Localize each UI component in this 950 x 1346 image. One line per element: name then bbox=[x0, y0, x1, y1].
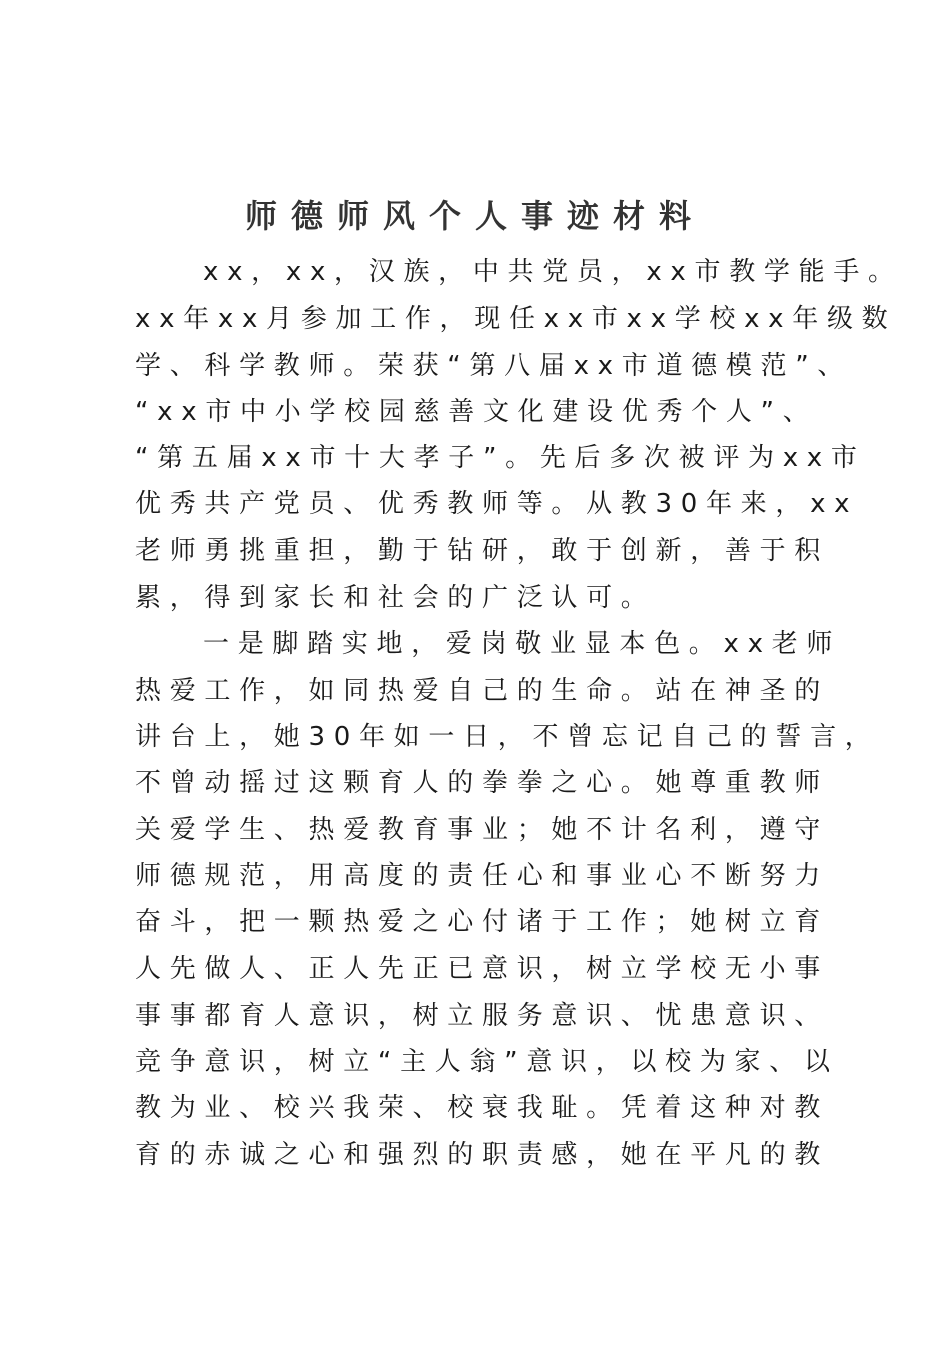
text-line: xx年xx月参加工作，现任xx市xx学校xx年级数 bbox=[135, 304, 897, 334]
text-line: 事事都育人意识，树立服务意识、忧患意识、 bbox=[135, 1001, 830, 1031]
text-line: 热爱工作，如同热爱自己的生命。站在神圣的 bbox=[135, 676, 830, 706]
text-line: 育的赤诚之心和强烈的职责感，她在平凡的教 bbox=[135, 1140, 830, 1170]
text-line: 人先做人、正人先正已意识，树立学校无小事 bbox=[135, 954, 830, 984]
text-line: 不曾动摇过这颗育人的拳拳之心。她尊重教师 bbox=[135, 768, 830, 798]
text-line: 累，得到家长和社会的广泛认可。 bbox=[135, 583, 656, 613]
text-line: 讲台上，她30年如一日，不曾忘记自己的誓言， bbox=[135, 722, 880, 752]
text-line: “xx市中小学校园慈善文化建设优秀个人”、 bbox=[135, 397, 818, 427]
text-line: 竞争意识，树立“主人翁”意识，以校为家、以 bbox=[135, 1047, 839, 1077]
document-title: 师德师风个人事迹材料 bbox=[244, 197, 705, 235]
text-line: 学、科学教师。荣获“第八届xx市道德模范”、 bbox=[135, 351, 853, 381]
text-line: 师德规范，用高度的责任心和事业心不断努力 bbox=[135, 861, 830, 891]
text-line: 优秀共产党员、优秀教师等。从教30年来，xx bbox=[135, 489, 859, 519]
text-line: 一是脚踏实地，爱岗敬业显本色。xx老师 bbox=[203, 629, 842, 659]
text-line: 老师勇挑重担，勤于钻研，敢于创新，善于积 bbox=[135, 536, 830, 566]
text-line: xx，xx，汉族，中共党员，xx市教学能手。 bbox=[203, 257, 903, 287]
text-line: “第五届xx市十大孝子”。先后多次被评为xx市 bbox=[135, 443, 866, 473]
text-line: 关爱学生、热爱教育事业；她不计名利，遵守 bbox=[135, 815, 830, 845]
text-line: 教为业、校兴我荣、校衰我耻。凭着这种对教 bbox=[135, 1093, 830, 1123]
text-line: 奋斗，把一颗热爱之心付诸于工作；她树立育 bbox=[135, 907, 830, 937]
